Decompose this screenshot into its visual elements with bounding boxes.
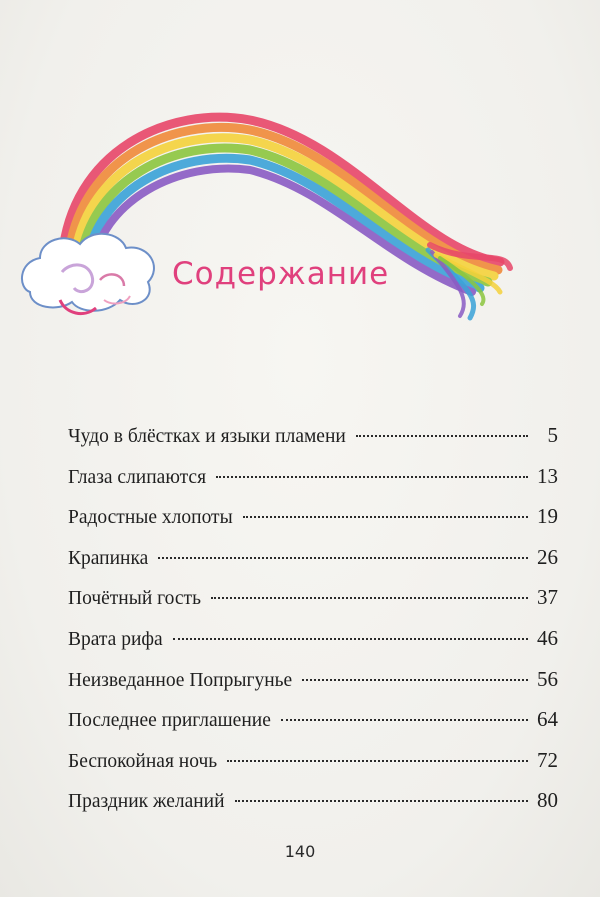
toc-entry[interactable] [68,788,558,829]
toc-entry[interactable] [68,423,558,464]
toc-entry[interactable] [68,464,558,505]
toc-entry-title: Почётный гость [68,588,201,610]
cloud-icon [22,234,154,314]
toc-entry-page: 72 [537,747,558,772]
toc-entry[interactable] [68,626,558,667]
toc-entry-page: 56 [537,666,558,691]
dot-leader [227,760,528,762]
toc-entry-page: 19 [537,504,558,529]
toc-entry-title: Последнее приглашение [68,710,271,732]
dot-leader [173,638,528,640]
dot-leader [235,800,528,802]
dot-leader [216,476,528,478]
toc-entry[interactable] [68,667,558,708]
toc-entry-title: Беспокойная ночь [68,750,218,772]
toc-entry-title: Радостные хлопоты [68,507,233,529]
dot-leader [243,516,528,518]
toc-entry[interactable] [68,585,558,626]
dot-leader [356,435,528,437]
page-number: 140 [284,842,316,861]
toc-entry-page: 46 [537,625,558,650]
dot-leader [302,679,528,681]
toc-entry-page: 13 [537,463,558,488]
toc-entry-title: Крапинка [68,547,149,569]
toc-entry-title: Неизведанное Попрыгунье [68,669,293,691]
toc-entry-page: 5 [547,423,558,447]
dot-leader [158,557,528,559]
toc-entry-title: Чудо в блёстках и языки пламени [68,426,346,447]
toc-entry-title: Глаза слипаются [68,466,207,488]
toc-entry[interactable] [68,707,558,748]
toc-entry[interactable] [68,504,558,545]
toc-entry-title: Праздник желаний [68,791,225,813]
toc-entry-page: 37 [537,585,558,610]
dot-leader [281,719,528,721]
toc-entry-title: Врата рифа [68,628,163,650]
page-title: Содержание [172,256,390,292]
toc-entry-page: 26 [537,544,558,569]
toc-entry-page: 80 [537,788,558,813]
toc-entry[interactable] [68,748,558,789]
toc-entry[interactable] [68,545,558,586]
table-of-contents [68,423,558,829]
toc-entry-page: 64 [537,707,558,732]
rainbow-cloud-illustration [0,0,600,400]
dot-leader [211,597,528,599]
